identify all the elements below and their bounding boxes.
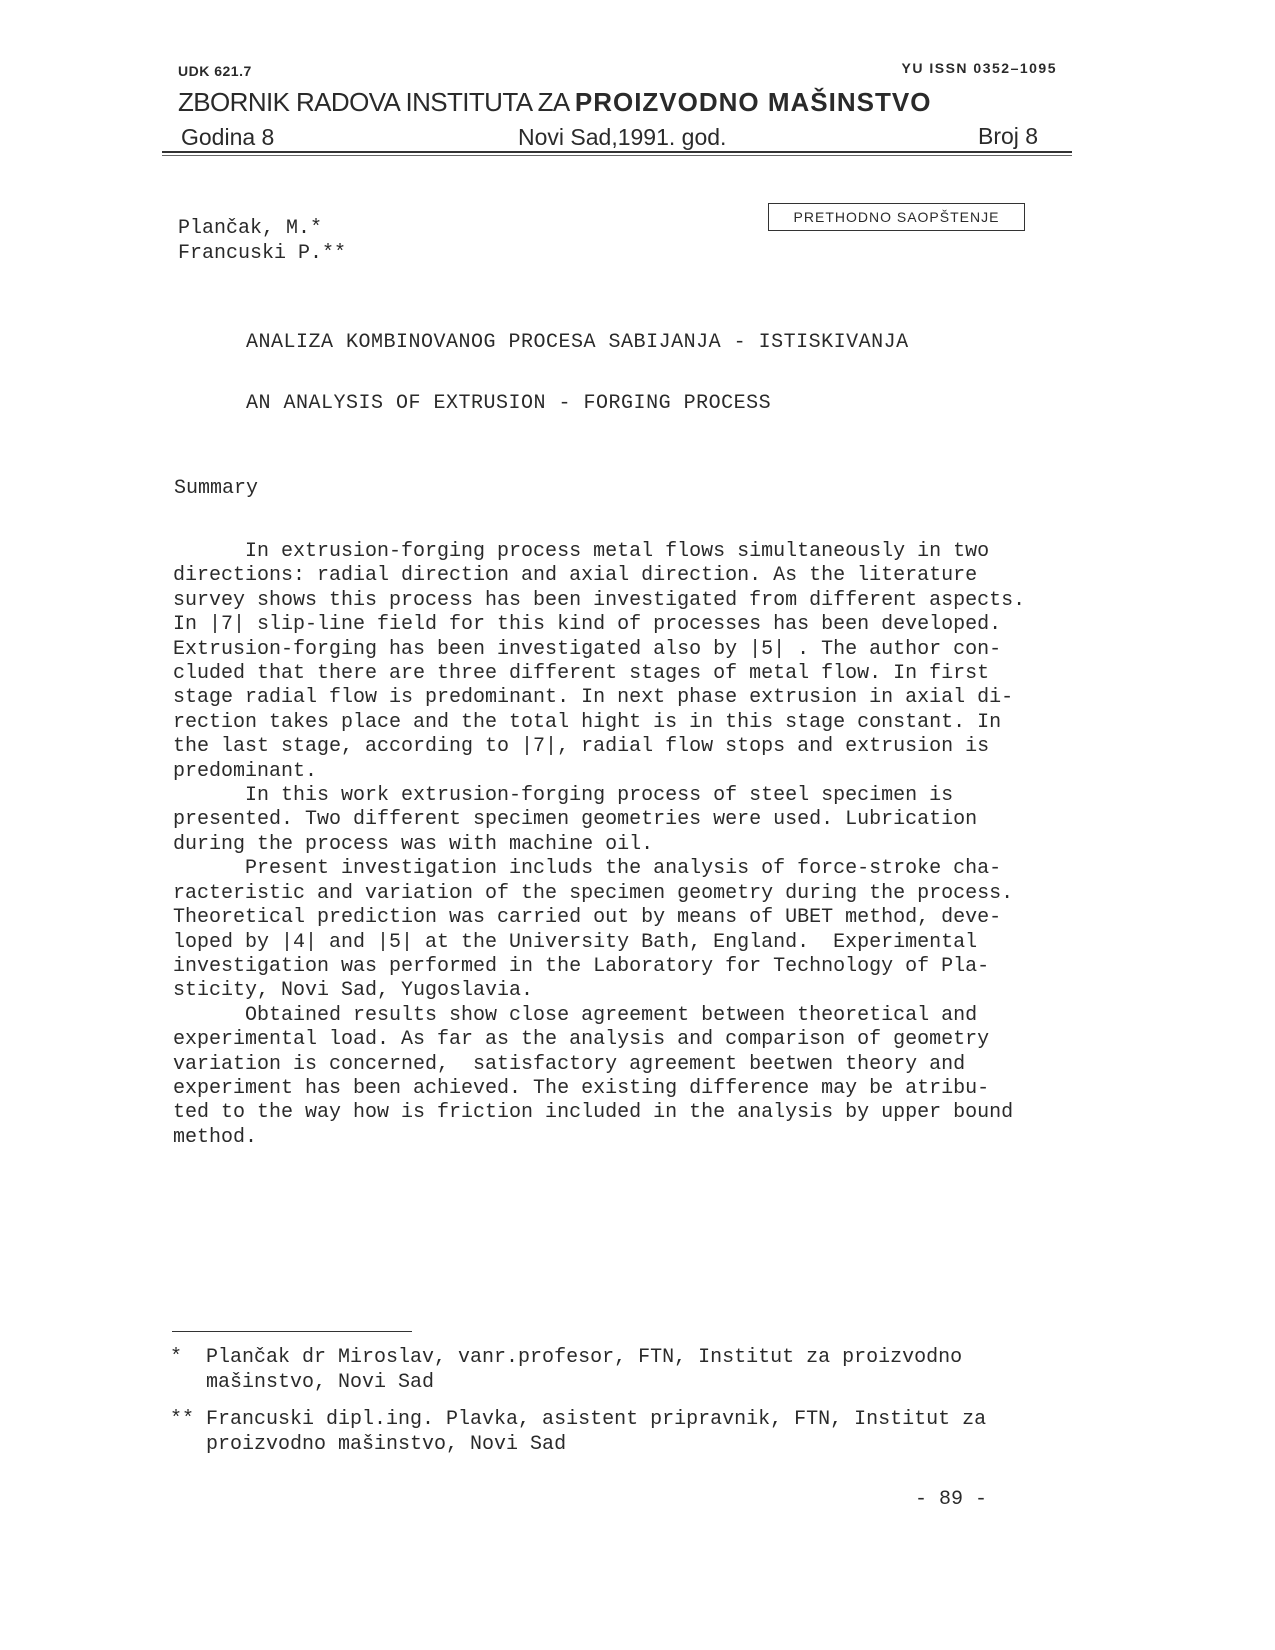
summary-heading: Summary — [174, 477, 259, 500]
body-line: stage radial flow is predominant. In next phase extrusion in axial di- — [173, 686, 1014, 710]
body-line: Extrusion-forging has been investigated also by |5| . The author con- — [173, 637, 1002, 661]
title-english: AN ANALYSIS OF EXTRUSION - FORGING PROCESS — [246, 392, 772, 415]
body-line: the last stage, according to |7|, radial flow stops and extrusion is — [173, 735, 990, 759]
body-line: during the process was with machine oil. — [173, 832, 654, 856]
footnote-2: ** Francuski dipl.ing. Plavka, asistent pripravnik, FTN, Institut za proizvodno mašinstvo, Novi Sad — [170, 1408, 987, 1456]
body-line: Present investigation includs the analysis of force-stroke cha- — [173, 857, 1002, 881]
body-line: racteristic and variation of the specimen geometry during the process. — [173, 881, 1014, 905]
body-line: investigation was performed in the Laboratory for Technology of Pla- — [173, 954, 990, 978]
body-line: loped by |4| and |5| at the University Bath, England. Experimental — [173, 930, 978, 954]
body-line: experiment has been achieved. The existing difference may be atribu- — [173, 1076, 990, 1100]
author-1: Plančak, M.* — [178, 217, 323, 240]
footnote-rule — [172, 1331, 412, 1332]
body-line: In this work extrusion-forging process of steel specimen is — [173, 784, 954, 808]
body-line: In extrusion-forging process metal flows simultaneously in two — [173, 540, 990, 563]
body-line: survey shows this process has been investigated from different aspects. — [173, 588, 1026, 612]
header-rule — [162, 151, 1072, 153]
journal-title-regular: ZBORNIK RADOVA INSTITUTA ZA — [178, 87, 575, 117]
page-number: - 89 - — [915, 1488, 988, 1511]
body-line: ted to the way how is friction included in the analysis by upper bound — [173, 1101, 1014, 1125]
body-line: rection takes place and the total hight is in this stage constant. In — [173, 710, 1002, 734]
footnotes — [170, 1345, 986, 1469]
authors — [178, 216, 346, 266]
body-line: directions: radial direction and axial direction. As the literature — [173, 564, 978, 588]
body-line: cluded that there are three different stages of metal flow. In first — [173, 662, 990, 686]
body-line: Theoretical prediction was carried out by means of UBET method, deve- — [173, 906, 1002, 930]
author-2: Francuski P.** — [178, 242, 347, 265]
header-rule-thin — [162, 155, 1072, 156]
journal-title-bold: PROIZVODNO MAŠINSTVO — [574, 87, 932, 117]
body-line: sticity, Novi Sad, Yugoslavia. — [173, 979, 534, 1003]
udk-code: UDK 621.7 — [178, 63, 252, 79]
paper-type-badge: PRETHODNO SAOPŠTENJE — [768, 203, 1025, 231]
body-line: Obtained results show close agreement between theoretical and — [173, 1003, 978, 1027]
body-line: predominant. — [173, 759, 318, 783]
issn-code: YU ISSN 0352–1095 — [901, 60, 1057, 76]
body-line: method. — [173, 1125, 258, 1149]
title-serbian: ANALIZA KOMBINOVANOG PROCESA SABIJANJA - ISTISKIVANJA — [246, 331, 909, 354]
body-line: experimental load. As far as the analysis and comparison of geometry — [173, 1028, 990, 1052]
journal-title — [178, 87, 931, 118]
volume-year: Godina 8 — [181, 124, 275, 150]
summary-body — [173, 540, 1093, 1150]
body-line: In |7| slip-line field for this kind of processes has been developed. — [173, 613, 1002, 637]
place-date: Novi Sad,1991. god. — [518, 124, 727, 150]
body-line: variation is concerned, satisfactory agreement beetwen theory and — [173, 1052, 966, 1076]
footnote-1: * Plančak dr Miroslav, vanr.profesor, FTN, Institut za proizvodno mašinstvo, Novi Sad — [170, 1346, 963, 1394]
issue-number: Broj 8 — [978, 123, 1039, 149]
body-line: presented. Two different specimen geometries were used. Lubrication — [173, 808, 978, 832]
